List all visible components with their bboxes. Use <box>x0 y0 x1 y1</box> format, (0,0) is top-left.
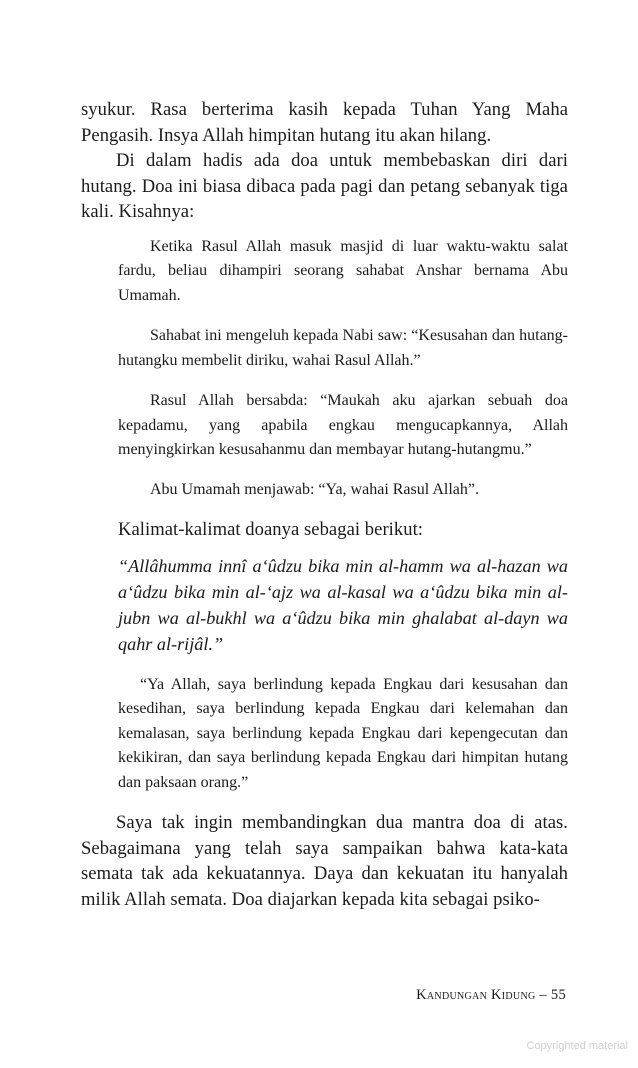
running-footer: Kandungan Kidung – 55 <box>416 987 566 1003</box>
page-body <box>81 97 568 912</box>
copyright-watermark: Copyrighted material <box>526 1040 628 1052</box>
story-quote-2: Sahabat ini mengeluh kepada Nabi saw: “Kesusahan dan hutang-hutangku membelit diriku, wahai Rasul Allah.” <box>118 327 568 369</box>
paragraph-reflection: Saya tak ingin membandingkan dua mantra doa di atas. Sebagaimana yang telah saya sampaikan bahwa kata-kata semata tak ada kekuatannya. Daya dan kekuatan itu hanyalah milik Allah semata. Doa diajarkan kepada kita sebagai psiko- <box>81 812 568 910</box>
story-quote-3: Rasul Allah bersabda: “Maukah aku ajarkan sebuah doa kepadamu, yang apabila engkau mengucapkannya, Allah menyingkirkan kesusahanmu dan membayar hutang-hutangmu.” <box>118 392 568 458</box>
paragraph-hadis-intro: Di dalam hadis ada doa untuk membebaskan diri dari hutang. Doa ini biasa dibaca pada pagi dan petang sebanyak tiga kali. Kisahnya: <box>81 150 568 222</box>
story-quote-4: Abu Umamah menjawab: “Ya, wahai Rasul Allah”. <box>150 480 479 498</box>
paragraph-continuation: syukur. Rasa berterima kasih kepada Tuhan Yang Maha Pengasih. Insya Allah himpitan hutang itu akan hilang. <box>81 99 568 146</box>
prayer-translation: “Ya Allah, saya berlindung kepada Engkau dari kesusahan dan kesedihan, saya berlindung kepada Engkau dari kelemahan dan kemalasan, saya berlindung kepada Engkau dari kepengecutan dan kekikiran, dan saya berlindung kepada Engkau dari himpitan hutang dan paksaan orang.” <box>118 675 568 791</box>
prayer-transliteration: “Allâhumma innî a‘ûdzu bika min al-hamm wa al-hazan wa a‘ûdzu bika min al-‘ajz wa al-kasal wa a‘ûdzu bika min al-jubn wa al-bukhl wa a‘ûdzu bika min ghalabat al-dayn wa qahr al-rijâl.” <box>118 555 568 654</box>
prayer-intro: Kalimat-kalimat doanya sebagai berikut: <box>118 519 424 540</box>
story-quote-1: Ketika Rasul Allah masuk masjid di luar waktu-waktu salat fardu, beliau dihampiri seorang sahabat Anshar bernama Abu Umamah. <box>118 237 568 304</box>
